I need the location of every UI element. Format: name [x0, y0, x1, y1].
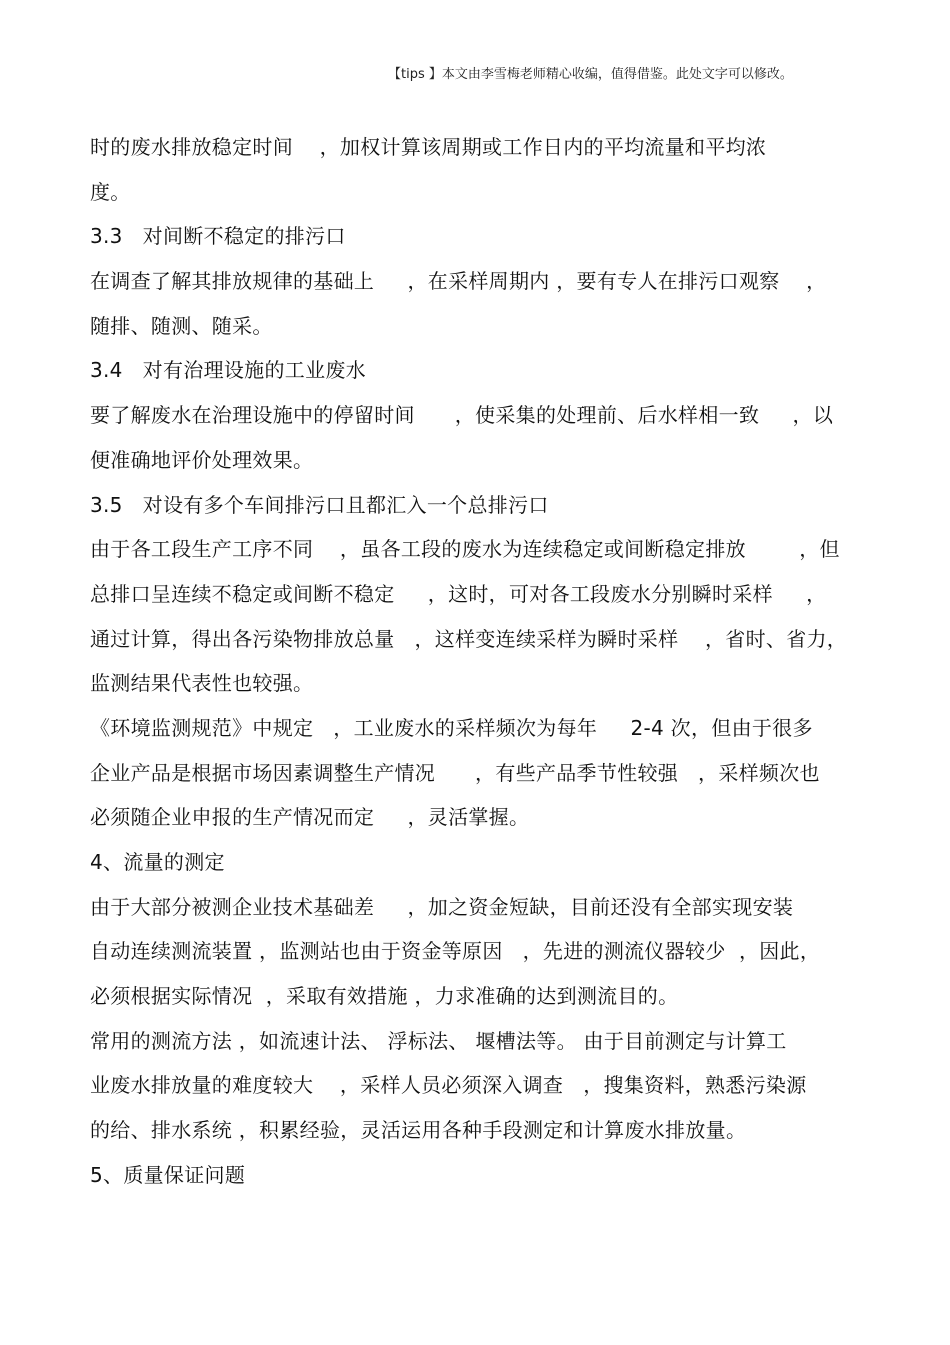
text-line: 便准确地评价处理效果。 [90, 447, 314, 472]
text-line: 《环境监测规范》中规定 ，工业废水的采样频次为每年 2-4 次，但由于很多 [90, 715, 813, 740]
text-line: 度。 [90, 179, 131, 204]
text-line: 企业产品是根据市场因素调整生产情况 ，有些产品季节性较强 ，采样频次也 [90, 760, 820, 785]
text-line: 通过计算，得出各污染物排放总量 ，这样变连续采样为瞬时采样 ，省时、省力， [90, 626, 848, 651]
text-line: 随排、随测、随采。 [90, 313, 273, 338]
text-line: 在调查了解其排放规律的基础上 ，在采样周期内 ，要有专人在排污口观察 ， [90, 269, 827, 294]
text-line: 由于大部分被测企业技术基础差 ，加之资金短缺，目前还没有全部实现安装 [90, 894, 794, 919]
text-line: 必须根据实际情况 ，采取有效措施 ，力求准确的达到测流目的。 [90, 984, 679, 1009]
document-body [90, 125, 890, 1198]
section-heading-4: 4、流量的测定 [90, 850, 225, 874]
section-heading-3-5: 3.5 对设有多个车间排污口且都汇入一个总排污口 [90, 492, 549, 517]
text-line: 业废水排放量的难度较大 ，采样人员必须深入调查 ，搜集资料，熟悉污染源 [90, 1073, 807, 1098]
section-heading-3-3: 3.3 对间断不稳定的排污口 [90, 224, 346, 249]
text-line: 自动连续测流装置 ，监测站也由于资金等原因 ，先进的测流仪器较少 ，因此， [90, 939, 821, 964]
text-line: 由于各工段生产工序不同 ，虽各工段的废水为连续稳定或间断稳定排放 ，但 [90, 537, 840, 562]
section-heading-5: 5、质量保证问题 [90, 1162, 246, 1187]
text-line: 总排口呈连续不稳定或间断不稳定 ，这时，可对各工段废水分别瞬时采样 ， [90, 581, 827, 606]
text-line: 必须随企业申报的生产情况而定 ，灵活掌握。 [90, 805, 530, 830]
header-tips-note: 【tips 】本文由李雪梅老师精心收编，值得借鉴。此处文字可以修改。 [388, 67, 793, 82]
text-line: 要了解废水在治理设施中的停留时间 ，使采集的处理前、后水样相一致 ，以 [90, 403, 834, 428]
text-line: 时的废水排放稳定时间 ，加权计算该周期或工作日内的平均流量和平均浓 [90, 135, 767, 159]
section-heading-3-4: 3.4 对有治理设施的工业废水 [90, 358, 366, 383]
text-line: 的给、排水系统 ，积累经验，灵活运用各种手段测定和计算废水排放量。 [90, 1118, 747, 1143]
text-line: 常用的测流方法 ，如流速计法、 浮标法、 堰槽法等。 由于目前测定与计算工 [90, 1028, 787, 1053]
text-line: 监测结果代表性也较强。 [90, 671, 314, 696]
